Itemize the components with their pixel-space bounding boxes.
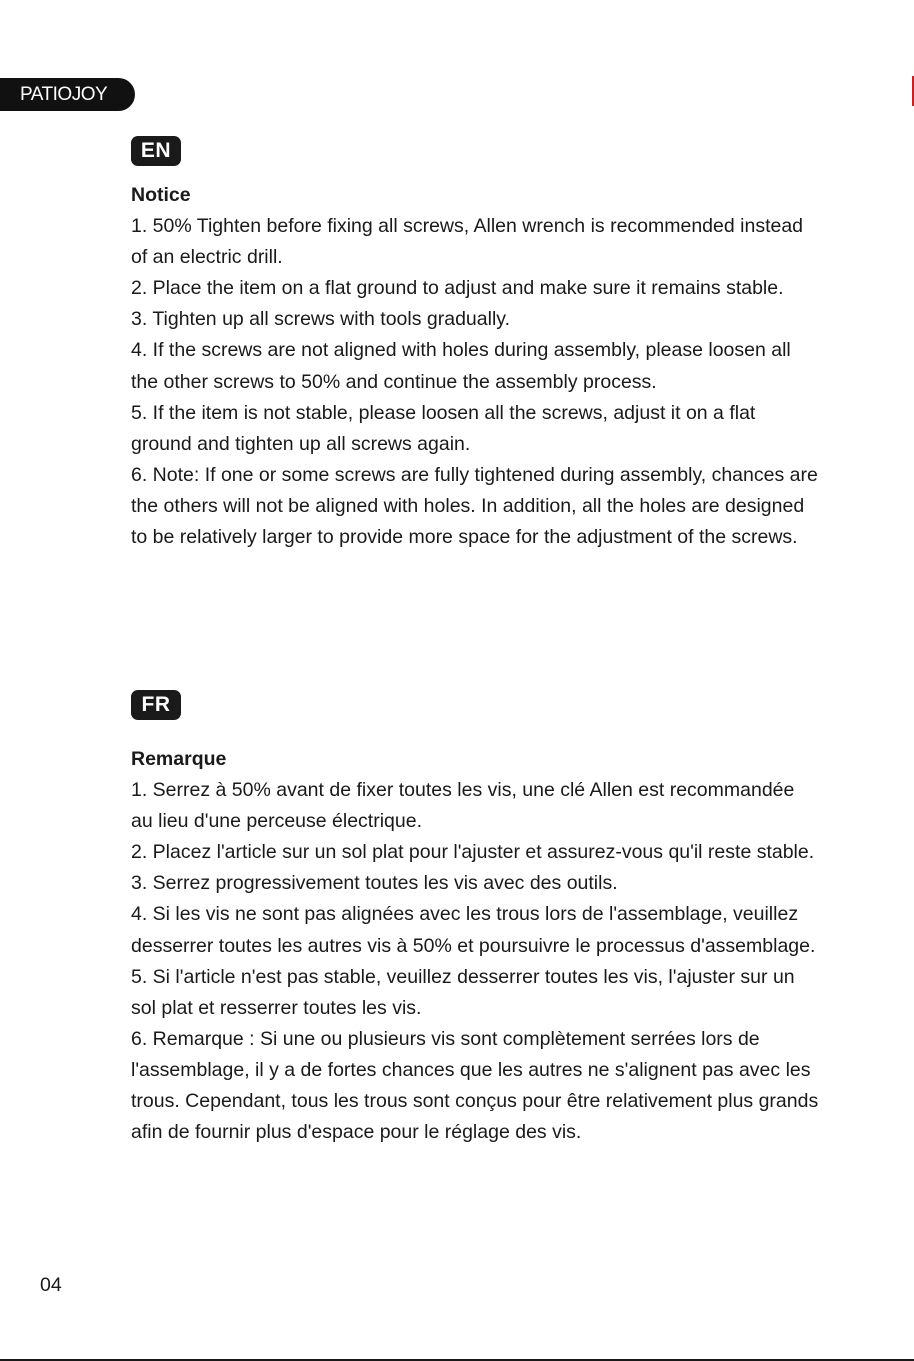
notice-item: 2. Place the item on a flat ground to adjust and make sure it remains stable. bbox=[131, 277, 784, 300]
notice-item: 3. Serrez progressivement toutes les vis avec des outils. bbox=[131, 872, 618, 895]
language-badge-en: EN bbox=[131, 136, 181, 166]
notice-item: 2. Placez l'article sur un sol plat pour l'ajuster et assurez-vous qu'il reste stable. bbox=[131, 841, 815, 864]
notice-item: 3. Tighten up all screws with tools gradually. bbox=[131, 308, 510, 331]
page-number: 04 bbox=[40, 1274, 62, 1296]
notice-heading-en: Notice bbox=[131, 184, 191, 206]
notice-item: 4. Si les vis ne sont pas alignées avec les trous lors de l'assemblage, veuillez desserrer toutes les autres vis à 50% et poursuivre le processus d'assemblage. bbox=[131, 903, 816, 957]
brand-logo: PATIOJOY bbox=[0, 78, 135, 111]
notice-item: 5. If the item is not stable, please loosen all the screws, adjust it on a flat ground and tighten up all screws again. bbox=[131, 401, 756, 455]
notice-item: 1. 50% Tighten before fixing all screws, Allen wrench is recommended instead of an electric drill. bbox=[131, 215, 804, 269]
notice-item: 4. If the screws are not aligned with holes during assembly, please loosen all the other screws to 50% and continue the assembly process. bbox=[131, 339, 791, 393]
notice-heading-fr: Remarque bbox=[131, 748, 227, 770]
notice-item: 6. Note: If one or some screws are fully tightened during assembly, chances are the others will not be aligned with holes. In addition, all the holes are designed to be relatively larger to provide more space for the adjustment of the screws. bbox=[131, 463, 818, 549]
notice-item: 6. Remarque : Si une ou plusieurs vis sont complètement serrées lors de l'assemblage, il y a de fortes chances que les autres ne s'alignent pas avec les trous. Cependant, tous les trous sont conçus pour être relativement plus grands afin de fournir plus d'espace pour le réglage des vis. bbox=[131, 1027, 819, 1144]
language-badge-fr: FR bbox=[131, 690, 181, 720]
notice-section-fr bbox=[131, 744, 821, 1148]
notice-item: 5. Si l'article n'est pas stable, veuillez desserrer toutes les vis, l'ajuster sur un sol plat et resserrer toutes les vis. bbox=[131, 965, 795, 1019]
notice-item: 1. Serrez à 50% avant de fixer toutes les vis, une clé Allen est recommandée au lieu d'une perceuse électrique. bbox=[131, 779, 795, 833]
notice-section-en bbox=[131, 180, 821, 553]
